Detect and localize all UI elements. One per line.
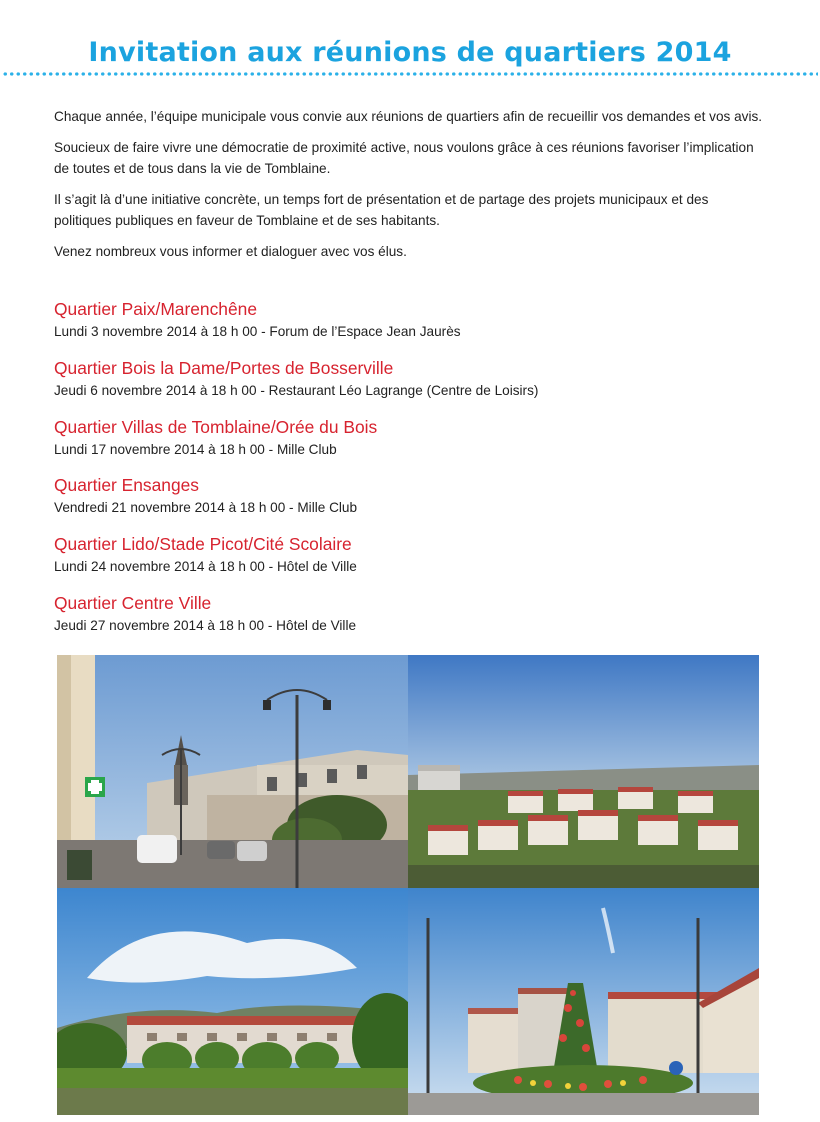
intro-paragraph: Il s’agit là d’une initiative concrète, un temps fort de présentation et de partage des projets municipaux et des politiques publiques en faveur de Tomblaine et de ses habitants. — [54, 192, 709, 228]
roundabout-photo — [408, 888, 759, 1115]
meeting-item — [54, 296, 766, 355]
district-name: Quartier Ensanges — [54, 475, 200, 496]
dotted-divider — [2, 72, 818, 76]
meeting-item — [54, 531, 766, 590]
meeting-item — [54, 472, 766, 531]
district-name: Quartier Centre Ville — [54, 592, 212, 613]
meeting-details: Jeudi 6 novembre 2014 à 18 h 00 - Restaurant Léo Lagrange (Centre de Loisirs) — [54, 382, 539, 398]
meeting-details: Lundi 24 novembre 2014 à 18 h 00 - Hôtel de Ville — [54, 559, 357, 575]
meeting-details: Vendredi 21 novembre 2014 à 18 h 00 - Mille Club — [54, 500, 358, 516]
photo-grid — [57, 655, 759, 1115]
district-name: Quartier Villas de Tomblaine/Orée du Bois — [54, 416, 378, 437]
meeting-details: Lundi 3 novembre 2014 à 18 h 00 - Forum de l’Espace Jean Jaurès — [54, 324, 461, 339]
meeting-item — [54, 355, 766, 414]
intro-text — [54, 106, 766, 272]
meeting-item — [54, 414, 766, 473]
district-name: Quartier Paix/Marenchêne — [54, 299, 257, 319]
district-name: Quartier Bois la Dame/Portes de Bosserville — [54, 357, 394, 378]
pond-buildings-photo — [57, 888, 408, 1115]
aerial-housing-photo — [408, 655, 759, 888]
meeting-item — [54, 590, 766, 649]
intro-paragraph: Soucieux de faire vivre une démocratie de proximité active, nous voulons grâce à ces réunions favoriser l’implication de toutes et de tous dans la vie de Tomblaine. — [54, 140, 754, 176]
street-photo — [57, 655, 408, 888]
meeting-list — [54, 296, 766, 649]
intro-paragraph: Venez nombreux vous informer et dialoguer avec vos élus. — [54, 244, 407, 259]
meeting-details: Lundi 17 novembre 2014 à 18 h 00 - Mille Club — [54, 441, 337, 457]
page-title: Invitation aux réunions de quartiers 2014 — [88, 37, 732, 68]
district-name: Quartier Lido/Stade Picot/Cité Scolaire — [54, 534, 352, 555]
intro-paragraph: Chaque année, l’équipe municipale vous convie aux réunions de quartiers afin de recueillir vos demandes et vos avis. — [54, 109, 763, 124]
meeting-details: Jeudi 27 novembre 2014 à 18 h 00 - Hôtel de Ville — [54, 617, 357, 633]
